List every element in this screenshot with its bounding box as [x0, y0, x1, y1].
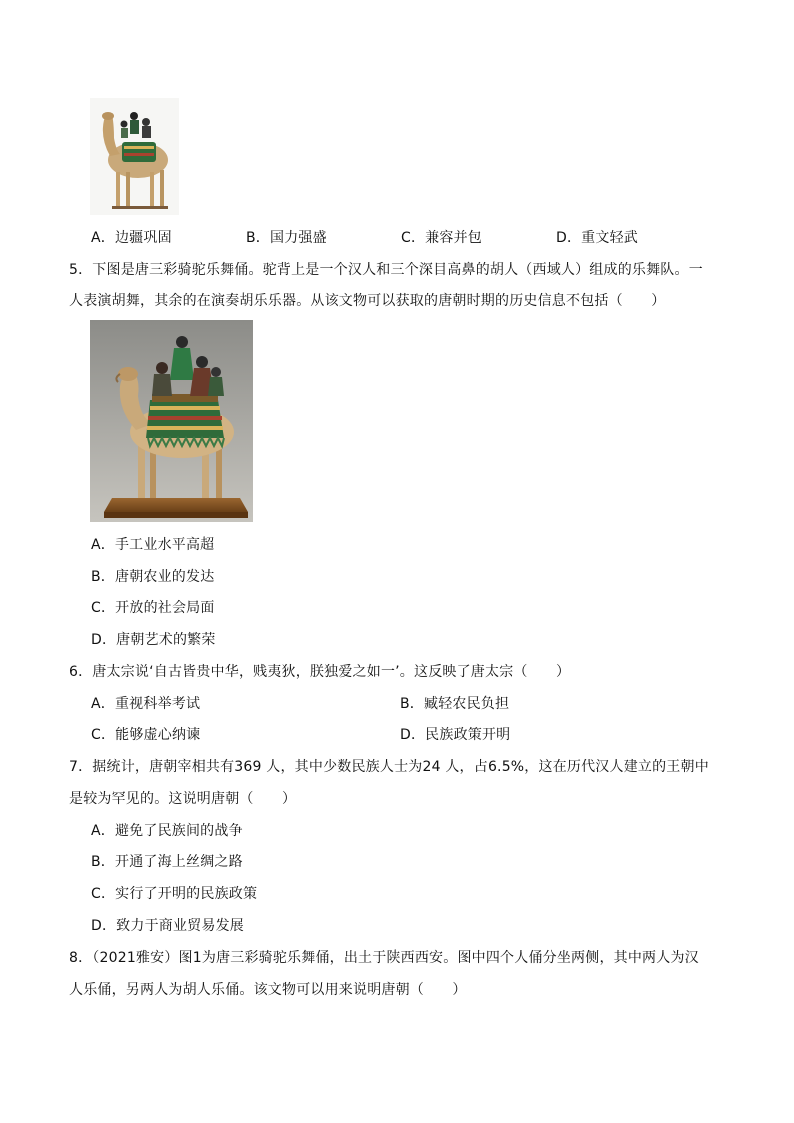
q8-stem-line2: 人乐俑，另两人为胡人乐俑。该文物可以用来说明唐朝（ ）: [69, 982, 467, 998]
q6-option-a: A．重视科举考试: [91, 696, 201, 712]
q4-option-c: C．兼容并包: [401, 230, 482, 246]
q5-option-a: A．手工业水平高超: [91, 537, 215, 553]
q6-option-d: D．民族政策开明: [400, 727, 511, 743]
camel-figurine-image-small: [90, 98, 179, 215]
q5-stem-line2: 人表演胡舞，其余的在演奏胡乐乐器。从该文物可以获取的唐朝时期的历史信息不包括（ ）: [69, 293, 666, 309]
q6-option-b: B．臧轻农民负担: [400, 696, 510, 712]
q5-option-d: D．唐朝艺术的繁荣: [91, 632, 216, 648]
camel-figurine-image-large: [90, 320, 253, 522]
q5-stem-line1: 5．下图是唐三彩骑驼乐舞俑。驼背上是一个汉人和三个深目高鼻的胡人（西域人）组成的乐舞队。一: [69, 262, 703, 278]
q7-option-c: C．实行了开明的民族政策: [91, 886, 258, 902]
q4-option-d: D．重文轻武: [556, 230, 638, 246]
q5-option-c: C．开放的社会局面: [91, 600, 215, 616]
q7-stem-line1: 7．据统计，唐朝宰相共有369 人，其中少数民族人士为24 人，占6.5%，这在历代汉人建立的王朝中: [69, 759, 709, 775]
q4-option-a: A．边疆巩固: [91, 230, 172, 246]
q4-option-b: B．国力强盛: [246, 230, 327, 246]
q6-option-c: C．能够虚心纳谏: [91, 727, 201, 743]
q8-stem-line1: 8．（2021雅安）图1为唐三彩骑驼乐舞俑，出土于陕西西安。图中四个人俑分坐两侧，其中两人为汉: [69, 950, 699, 966]
q7-option-d: D．致力于商业贸易发展: [91, 918, 244, 934]
q7-stem-line2: 是较为罕见的。这说明唐朝（ ）: [69, 791, 297, 807]
q6-stem: 6．唐太宗说‘自古皆贵中华，贱夷狄，朕独爱之如一’。这反映了唐太宗（ ）: [69, 664, 571, 680]
q7-option-a: A．避免了民族间的战争: [91, 823, 243, 839]
q5-option-b: B．唐朝农业的发达: [91, 569, 215, 585]
q7-option-b: B．开通了海上丝绸之路: [91, 854, 243, 870]
